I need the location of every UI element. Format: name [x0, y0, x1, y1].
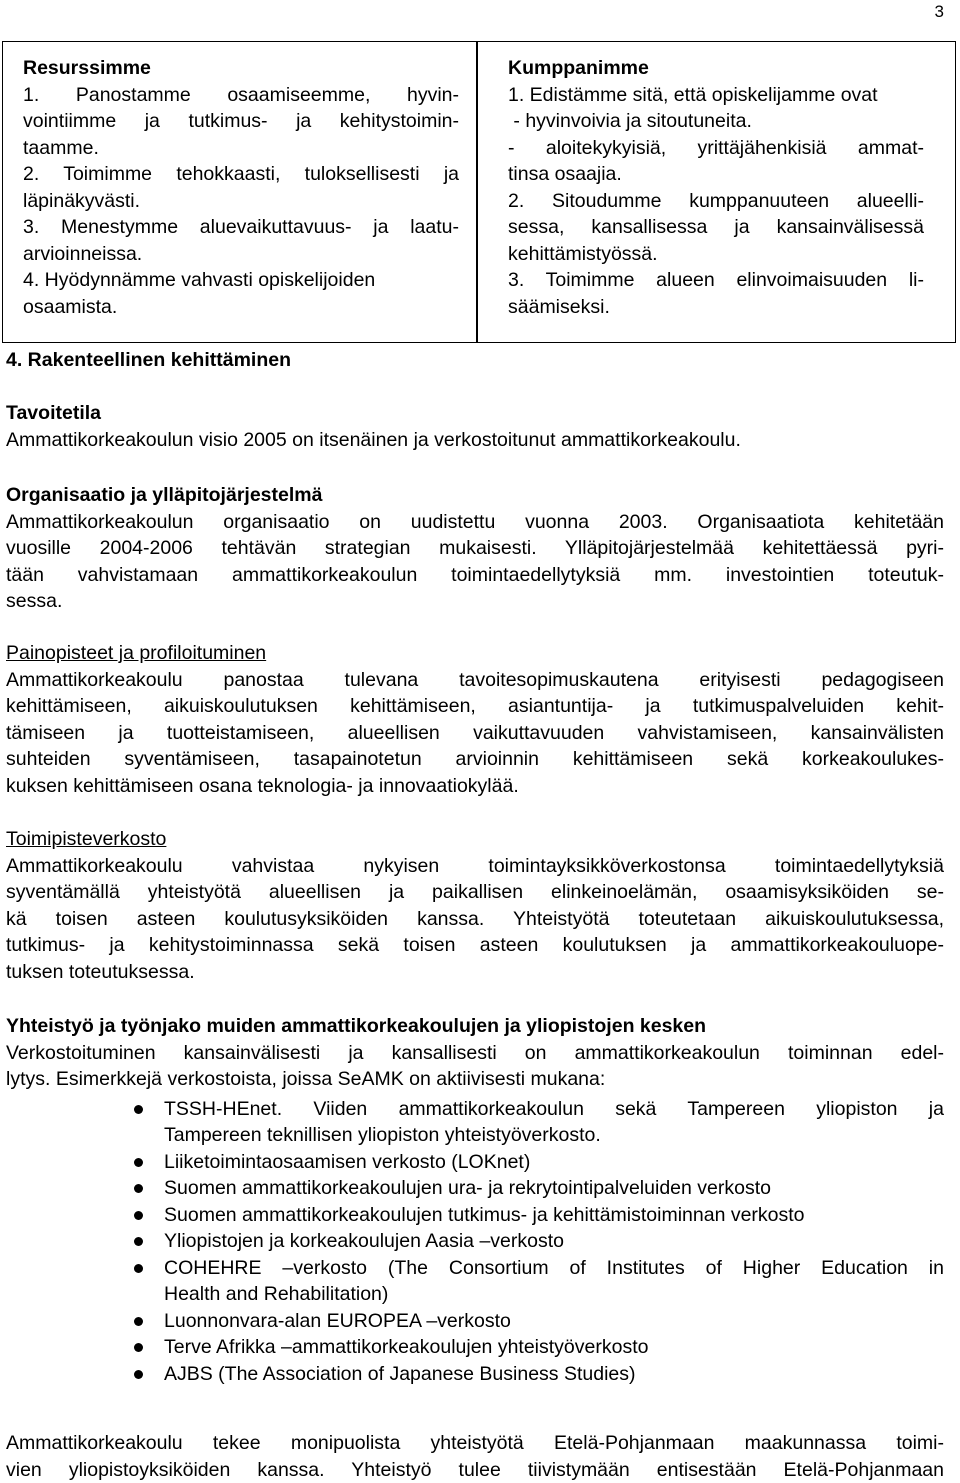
closing-paragraph [6, 1430, 944, 1483]
partners-line: 2. Sitoudumme kumppanuuteen alueelli- [508, 189, 924, 212]
paragraph-line: kehittämiseen, aikuiskoulutuksen kehittämiseen, asiantuntija- ja tutkimuspalveluiden kehit- [6, 695, 944, 717]
resources-line: osaamista. [23, 295, 118, 318]
resources-line: 2. Toimimme tehokkaasti, tuloksellisesti ja [23, 163, 459, 185]
list-item-line: Tampereen teknillisen yliopiston yhteistyöverkosto. [164, 1124, 601, 1146]
bullet-icon [134, 1317, 143, 1326]
list-item-line: TSSH-HEnet. Viiden ammattikorkeakoulun sekä Tampereen yliopiston ja [164, 1097, 944, 1120]
bullet-icon [134, 1370, 143, 1379]
list-item [6, 1096, 944, 1149]
list-item [6, 1149, 944, 1176]
painopisteet-section [6, 640, 944, 799]
resources-line: 1. Panostamme osaamiseemme, hyvin- [23, 83, 459, 106]
paragraph-line: tämiseen ja tuotteistamiseen, alueellisen vaikuttavuuden vahvistamiseen, kansainvälisten [6, 721, 944, 744]
partners-line: - aloitekykyisiä, yrittäjähenkisiä ammat- [508, 136, 924, 159]
toimipisteverkosto-section [6, 826, 944, 985]
list-item-line: Yliopistojen ja korkeakoulujen Aasia –verkosto [164, 1230, 564, 1252]
list-item-line: Suomen ammattikorkeakoulujen ura- ja rekrytointipalveluiden verkosto [164, 1177, 771, 1199]
list-item-line: Luonnonvara-alan EUROPEA –verkosto [164, 1309, 511, 1332]
partners-cell [476, 41, 956, 343]
list-item-line: Terve Afrikka –ammattikorkeakoulujen yhteistyöverkosto [164, 1336, 649, 1358]
resources-line: läpinäkyvästi. [23, 189, 141, 212]
section-title: 4. Rakenteellinen kehittäminen [6, 349, 292, 371]
list-item [6, 1334, 944, 1361]
bullet-icon [134, 1237, 143, 1246]
mission-table [2, 41, 956, 343]
paragraph-line: Ammattikorkeakoulu panostaa tulevana tavoitesopimuskautena erityisesti pedagogiseen [6, 668, 944, 691]
resources-line: 3. Menestymme aluevaikuttavuus- ja laatu- [23, 216, 459, 238]
list-item [6, 1228, 944, 1255]
resources-cell [2, 41, 478, 343]
partners-line: kehittämistyössä. [508, 242, 658, 265]
list-item [6, 1308, 944, 1335]
list-item-line: Liiketoimintaosaamisen verkosto (LOKnet) [164, 1150, 531, 1173]
list-item-line: Suomen ammattikorkeakoulujen tutkimus- ja kehittämistoiminnan verkosto [164, 1203, 805, 1226]
network-list [6, 1096, 944, 1388]
paragraph-line: lytys. Esimerkkejä verkostoista, joissa SeAMK on aktiivisesti mukana: [6, 1068, 606, 1090]
yhteistyo-section [6, 1013, 944, 1387]
paragraph-line: tuksen toteutuksessa. [6, 960, 195, 983]
resources-line: arvioinneissa. [23, 242, 143, 265]
partners-line: - hyvinvoivia ja sitoutuneita. [508, 110, 752, 132]
partners-line: sessa, kansallisessa ja kansainvälisessä [508, 216, 924, 238]
list-item [6, 1255, 944, 1308]
organisaatio-section [6, 482, 944, 615]
bullet-icon [134, 1211, 143, 1220]
resources-heading: Resurssimme [23, 57, 151, 79]
resources-line: vointiimme ja tutkimus- ja kehitystoimin- [23, 110, 459, 132]
partners-line: 3. Toimimme alueen elinvoimaisuuden li- [508, 269, 924, 291]
partners-line: tinsa osaajia. [508, 163, 622, 185]
paragraph-line: syventämällä yhteistyötä alueellisen ja paikallisen elinkeinoelämän, osaamisyksiköiden se- [6, 881, 944, 903]
partners-heading: Kumppanimme [508, 57, 649, 79]
yhteistyo-heading: Yhteistyö ja työnjako muiden ammattikorkeakoulujen ja yliopistojen kesken [6, 1015, 707, 1037]
list-item-line: Health and Rehabilitation) [164, 1283, 389, 1305]
list-item [6, 1202, 944, 1229]
tavoitetila-heading: Tavoitetila [6, 402, 101, 424]
partners-line: 1. Edistämme sitä, että opiskelijamme ovat [508, 83, 878, 106]
partners-line: säämiseksi. [508, 295, 610, 318]
resources-line: taamme. [23, 136, 99, 159]
painopisteet-heading: Painopisteet ja profiloituminen [6, 642, 267, 664]
paragraph-line: kuksen kehittämiseen osana teknologia- ja innovaatiokylää. [6, 774, 519, 797]
list-item-line: AJBS (The Association of Japanese Business Studies) [164, 1362, 636, 1385]
bullet-icon [134, 1264, 143, 1273]
organisaatio-heading: Organisaatio ja ylläpitojärjestelmä [6, 484, 323, 506]
bullet-icon [134, 1184, 143, 1193]
list-item-line: COHEHRE –verkosto (The Consortium of Institutes of Higher Education in [164, 1256, 944, 1279]
bullet-icon [134, 1343, 143, 1352]
paragraph-line: vuosille 2004-2006 tehtävän strategian mukaisesti. Ylläpitojärjestelmää kehitettäessä pyri- [6, 537, 944, 559]
bullet-icon [134, 1158, 143, 1167]
toimipisteverkosto-heading: Toimipisteverkosto [6, 828, 167, 850]
paragraph-line: Ammattikorkeakoulu tekee monipuolista yhteistyötä Etelä-Pohjanmaan maakunnassa toimi- [6, 1432, 944, 1454]
paragraph-line: tään vahvistamaan ammattikorkeakoulun toimintaedellytyksiä mm. investointien toteutuk- [6, 563, 944, 586]
paragraph-line: Verkostoituminen kansainvälisesti ja kansallisesti on ammattikorkeakoulun toiminnan edel- [6, 1041, 944, 1064]
paragraph-line: vien yliopistoyksiköiden kanssa. Yhteistyö tulee tiivistymään entisestään Etelä-Pohjanmaan [6, 1458, 944, 1481]
paragraph-line: kä toisen asteen koulutusyksiköiden kanssa. Yhteistyötä toteutetaan aikuiskoulutuksessa, [6, 907, 944, 930]
resources-line: 4. Hyödynnämme vahvasti opiskelijoiden [23, 269, 376, 291]
bullet-icon [134, 1105, 143, 1114]
tavoitetila-section [6, 400, 944, 453]
paragraph-line: tutkimus- ja kehitystoiminnassa sekä toisen asteen koulutuksen ja ammattikorkeakouluope- [6, 934, 944, 956]
paragraph-line: Ammattikorkeakoulun visio 2005 on itsenäinen ja verkostoitunut ammattikorkeakoulu. [6, 428, 741, 451]
paragraph-line: Ammattikorkeakoulun organisaatio on uudistettu vuonna 2003. Organisaatiota kehitetään [6, 510, 944, 533]
paragraph-line: sessa. [6, 590, 63, 612]
paragraph-line: Ammattikorkeakoulu vahvistaa nykyisen toimintayksikköverkostonsa toimintaedellytyksiä [6, 854, 944, 877]
list-item [6, 1175, 944, 1202]
list-item [6, 1361, 944, 1388]
paragraph-line: suhteiden syventämiseen, tasapainotetun arvioinnin kehittämiseen sekä korkeakoulukes- [6, 748, 944, 770]
page-number: 3 [934, 2, 944, 21]
